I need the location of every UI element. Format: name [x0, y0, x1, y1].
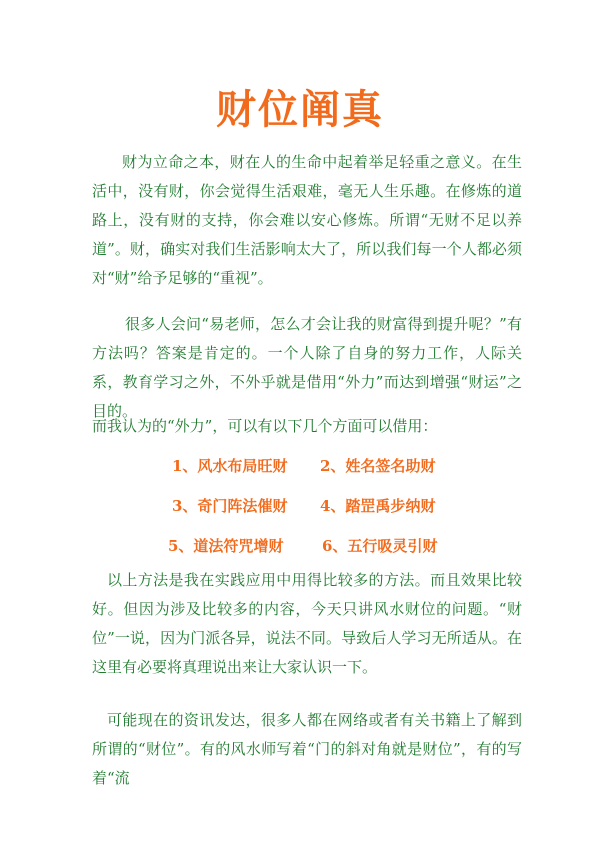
method-item: 5、道法符咒增财 [168, 537, 284, 555]
method-item: 1、风水布局旺财 [172, 457, 288, 475]
paragraph-wealth-position: 可能现在的资讯发达，很多人都在网络或者有关书籍上了解到所谓的“财位”。有的风水师写着“门的斜对角就是财位”，有的写着“流 [92, 711, 522, 787]
document-title: 财位阐真 [216, 86, 384, 133]
method-item: 6、五行吸灵引财 [322, 537, 438, 555]
paragraph-methods-summary: 以上方法是我在实践应用中用得比较多的方法。而且效果比较好。但因为涉及比较多的内容，今天只讲风水财位的问题。“财位”一说，因为门派各异，说法不同。导致后人学习无所适从。在这里有必要将真理说出来让大家认识一下。 [92, 571, 522, 676]
paragraph-question: 很多人会问“易老师，怎么才会让我的财富得到提升呢？”有方法吗？答案是肯定的。一个人除了自身的努力工作，人际关系，教育学习之外，不外乎就是借用“外力”而达到增强“财运”之目的。 [92, 315, 522, 420]
method-item: 4、踏罡禹步纳财 [320, 497, 436, 515]
paragraph-intro: 财为立命之本，财在人的生命中起着举足轻重之意义。在生活中，没有财，你会觉得生活艰难，毫无人生乐趣。在修炼的道路上，没有财的支持，你会难以安心修炼。所谓“无财不足以养道”。财，确实对我们生活影响太大了，所以我们每一个人都必须对“财”给予足够的“重视”。 [92, 153, 522, 287]
methods-row [0, 535, 600, 559]
method-item: 2、姓名签名助财 [320, 457, 436, 475]
methods-row [0, 495, 600, 519]
paragraph-external-force: 而我认为的“外力”，可以有以下几个方面可以借用： [92, 417, 438, 435]
methods-row [0, 455, 600, 479]
method-item: 3、奇门阵法催财 [172, 497, 288, 515]
